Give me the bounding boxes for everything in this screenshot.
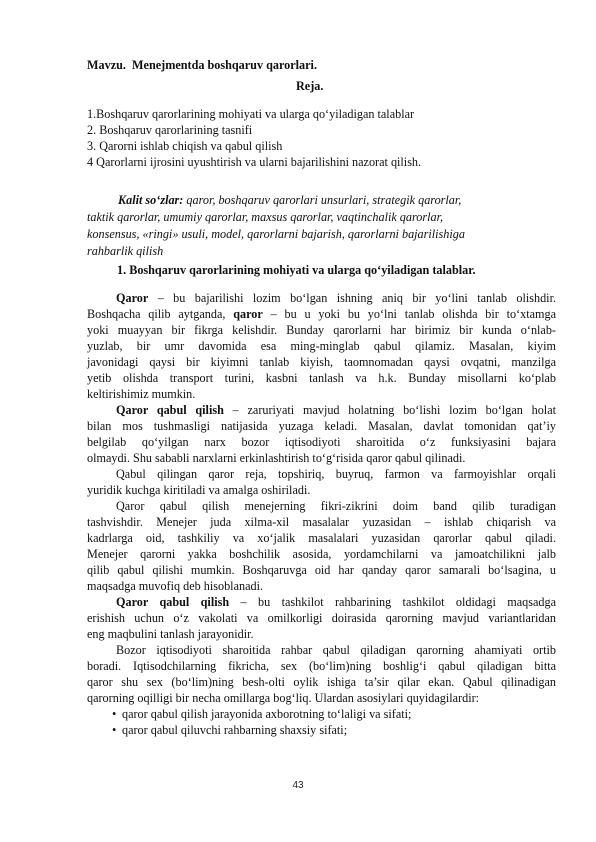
paragraph-line: Bozor iqtisodiyoti sharoitida rahbar qabul qiladigan qarorning ahamiyati ortib bbox=[116, 643, 556, 657]
paragraph-line: erishish uchun o‘z vakolati va omilkorligi doirasida qarorning mavjud variantlaridan bbox=[87, 611, 556, 625]
plan-item: 2. Boshqaruv qarorlarining tasnifi bbox=[87, 123, 253, 137]
paragraph-line: qaror shu sex (bo‘lim)ning besh-olti oylik ishiga ta’sir qilar ekan. Qabul qilinadigan bbox=[87, 675, 556, 689]
page-number: 43 bbox=[292, 780, 304, 791]
paragraph-line: yoki muayyan bir fikrga kelishdir. Bunday qarorlarni har birimiz bir kunda o‘nlab- bbox=[87, 323, 556, 337]
paragraph-line: boradi. Iqtisodchilarning fikricha, sex (bo‘lim)ning boshlig‘i qabul qiladigan bitta bbox=[87, 659, 556, 673]
paragraph-line: kadrlarga oid, tashkiliy va xo‘jalik masalalari yuzasidan qarorlar qabul qiladi. bbox=[87, 531, 556, 545]
term: qaror bbox=[233, 307, 263, 321]
paragraph-line: yetib olishda transport turini, kasbni tanlash va h.k. Bunday misollarni ko‘plab bbox=[87, 371, 556, 385]
keywords-text: rahbarlik qilish bbox=[87, 244, 164, 258]
plan-item: 1.Boshqaruv qarorlarining mohiyati va ularga qo‘yiladigan talablar bbox=[87, 107, 415, 121]
paragraph-line: qilib qabul qilishi mumkin. Boshqaruvga oid har qanday qaror samarali bo‘lsagina, u bbox=[87, 563, 556, 577]
keywords-text: konsensus, «ringi» usuli, model, qarorlarni bajarish, qarorlarni bajarilishiga bbox=[87, 227, 465, 241]
paragraph-line: qarorning oqilligi bir necha omillarga bog‘liq. Ulardan asosiylari quyidagilardir: bbox=[87, 691, 480, 705]
plan-heading: Reja. bbox=[296, 79, 324, 93]
paragraph-line: Qaror qabul qilish – zaruriyati mavjud holatning bo‘lishi lozim bo‘lgan holat bbox=[116, 403, 556, 417]
keywords-text: qaror, boshqaruv qarorlari unsurlari, strategik qarorlar, bbox=[186, 193, 462, 207]
paragraph-line: yuzlab, bir umr davomida esa ming-minglab qabul qilamiz. Masalan, kiyim bbox=[87, 339, 556, 353]
paragraph-line: Boshqacha qilib aytganda, qaror – bu u yoki bu yo‘lni tanlab olishda bir to‘xtamga bbox=[87, 307, 557, 321]
term: Qaror bbox=[116, 291, 149, 305]
keywords-line bbox=[118, 193, 461, 208]
paragraph-line: tashvishdir. Menejer juda xilma-xil masalalar yuzasidan – ishlab chiqarish va bbox=[87, 515, 556, 529]
bullet-icon: • bbox=[112, 723, 117, 737]
section-title: 1. Boshqaruv qarorlarining mohiyati va ularga qo‘yiladigan talablar. bbox=[117, 263, 476, 277]
paragraph-line: eng maqbulini tanlash jarayonidir. bbox=[87, 627, 254, 641]
topic-line bbox=[87, 58, 317, 73]
paragraph-line: olmaydi. Shu sababli narxlarni erkinlashtirish to‘g‘risida qaror qabul qilinadi. bbox=[87, 451, 466, 465]
keywords-label: Kalit so‘zlar: bbox=[118, 193, 184, 207]
term: Qaror qabul qilish bbox=[116, 595, 230, 609]
paragraph-line: Qaror qabul qilish – bu tashkilot rahbarining tashkilot oldidagi maqsadga bbox=[116, 595, 557, 609]
bullet-icon: • bbox=[112, 707, 117, 721]
paragraph-line: Qaror qabul qilish menejerning fikri-zikrini doim band qilib turadigan bbox=[116, 499, 556, 513]
paragraph-line: belgilab qo‘yilgan narx bozor iqtisodiyoti sharoitida o‘z funksiyasini bajara bbox=[87, 435, 556, 449]
paragraph-line: Qabul qilingan qaror reja, topshiriq, buyruq, farmon va farmoyishlar orqali bbox=[116, 467, 556, 481]
bullet-item: qaror qabul qiluvchi rahbarning shaxsiy sifati; bbox=[122, 723, 348, 737]
paragraph-line: keltirishimiz mumkin. bbox=[87, 387, 196, 401]
paragraph-line: yuridik kuchga kiritiladi va amalga oshiriladi. bbox=[87, 483, 311, 497]
topic-label: Mavzu. bbox=[87, 58, 126, 72]
plan-item: 3. Qarorni ishlab chiqish va qabul qilish bbox=[87, 139, 283, 153]
paragraph-line: Menejer qarorni yakka boshchilik asosida, yordamchilarni va jamoatchilikni jalb bbox=[87, 547, 556, 561]
bullet-item: qaror qabul qilish jarayonida axborotning to‘laligi va sifati; bbox=[122, 707, 412, 721]
paragraph-line: javonidagi qaysi bir kiyimni tanlab kiyish, taomnomadan qaysi ovqatni, manzilga bbox=[87, 355, 556, 369]
paragraph-line: bilan mos tushmasligi natijasida yuzaga keladi. Masalan, davlat tomonidan qat’iy bbox=[87, 419, 556, 433]
keywords-text: taktik qarorlar, umumiy qarorlar, maxsus qarorlar, vaqtinchalik qarorlar, bbox=[87, 210, 444, 224]
paragraph-line: maqsadga muvofiq deb hisoblanadi. bbox=[87, 579, 264, 593]
paragraph-line: Qaror – bu bajarilishi lozim bo‘lgan ishning aniq bir yo‘lini tanlab olishdir. bbox=[116, 291, 556, 305]
plan-item: 4 Qarorlarni ijrosini uyushtirish va ularni bajarilishini nazorat qilish. bbox=[87, 155, 422, 169]
topic-title: Menejmentda boshqaruv qarorlari. bbox=[132, 58, 317, 72]
term: Qaror qabul qilish bbox=[116, 403, 224, 417]
